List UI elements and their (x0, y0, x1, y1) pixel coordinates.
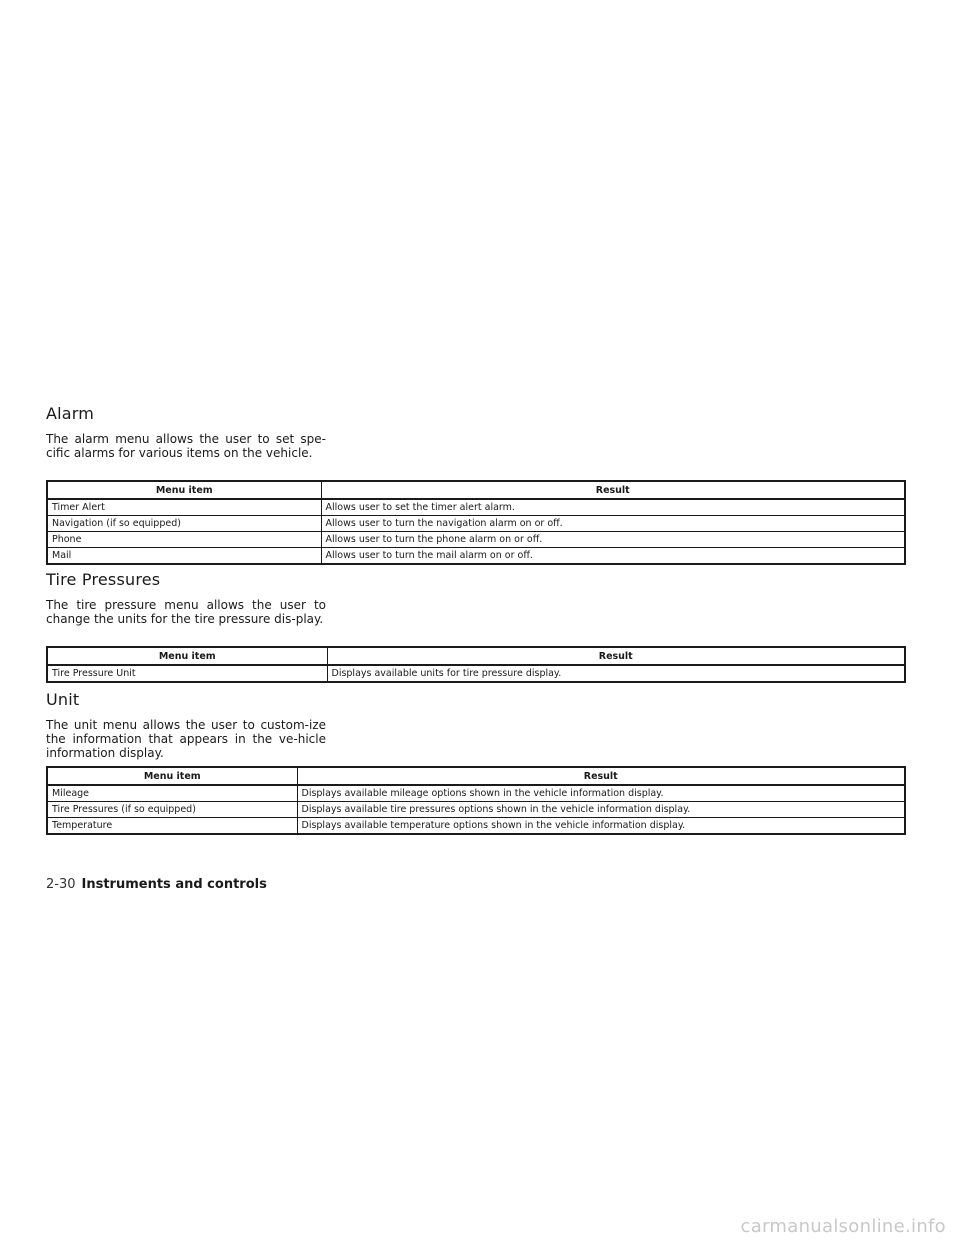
unit-table (46, 766, 906, 835)
table-row (47, 516, 905, 532)
result-cell: Allows user to turn the navigation alarm on or off. (321, 516, 905, 532)
table-row (47, 818, 905, 835)
table-row (47, 802, 905, 818)
table-header-row (47, 647, 905, 665)
table-row (47, 499, 905, 516)
table-header-row (47, 481, 905, 499)
table-row (47, 785, 905, 802)
result-cell: Allows user to turn the phone alarm on or off. (321, 532, 905, 548)
result-cell: Displays available units for tire pressure display. (327, 665, 905, 682)
result-cell: Displays available tire pressures options shown in the vehicle information display. (297, 802, 905, 818)
table-row (47, 548, 905, 565)
menu-item-cell: Timer Alert (47, 499, 321, 516)
menu-item-cell: Tire Pressure Unit (47, 665, 327, 682)
unit-intro: The unit menu allows the user to custom-ize the information that appears in the ve-hicle information display. (46, 718, 326, 760)
column-header-result: Result (327, 647, 905, 665)
result-cell: Allows user to turn the mail alarm on or off. (321, 548, 905, 565)
column-header-menu-item: Menu item (47, 647, 327, 665)
menu-item-cell: Mail (47, 548, 321, 565)
alarm-heading: Alarm (46, 404, 95, 423)
chapter-title: Instruments and controls (81, 877, 267, 892)
column-header-menu-item: Menu item (47, 767, 297, 785)
alarm-intro: The alarm menu allows the user to set spe-cific alarms for various items on the vehicle. (46, 432, 326, 460)
watermark: carmanualsonline.info (740, 1216, 946, 1237)
column-header-result: Result (321, 481, 905, 499)
menu-item-cell: Temperature (47, 818, 297, 835)
menu-item-cell: Mileage (47, 785, 297, 802)
tire-pressures-heading: Tire Pressures (46, 570, 161, 589)
tire-pressures-intro: The tire pressure menu allows the user to change the units for the tire pressure dis-play. (46, 598, 326, 626)
result-cell: Allows user to set the timer alert alarm. (321, 499, 905, 516)
column-header-result: Result (297, 767, 905, 785)
table-row (47, 665, 905, 682)
table-header-row (47, 767, 905, 785)
menu-item-cell: Tire Pressures (if so equipped) (47, 802, 297, 818)
page-number: 2-30 (46, 877, 76, 892)
tire-pressures-table (46, 646, 906, 683)
menu-item-cell: Navigation (if so equipped) (47, 516, 321, 532)
unit-heading: Unit (46, 690, 80, 709)
result-cell: Displays available temperature options shown in the vehicle information display. (297, 818, 905, 835)
column-header-menu-item: Menu item (47, 481, 321, 499)
alarm-section (46, 404, 904, 460)
alarm-table (46, 480, 906, 565)
unit-section (46, 690, 904, 760)
tire-pressures-section (46, 570, 904, 626)
menu-item-cell: Phone (47, 532, 321, 548)
table-row (47, 532, 905, 548)
page-footer (46, 877, 267, 893)
result-cell: Displays available mileage options shown in the vehicle information display. (297, 785, 905, 802)
